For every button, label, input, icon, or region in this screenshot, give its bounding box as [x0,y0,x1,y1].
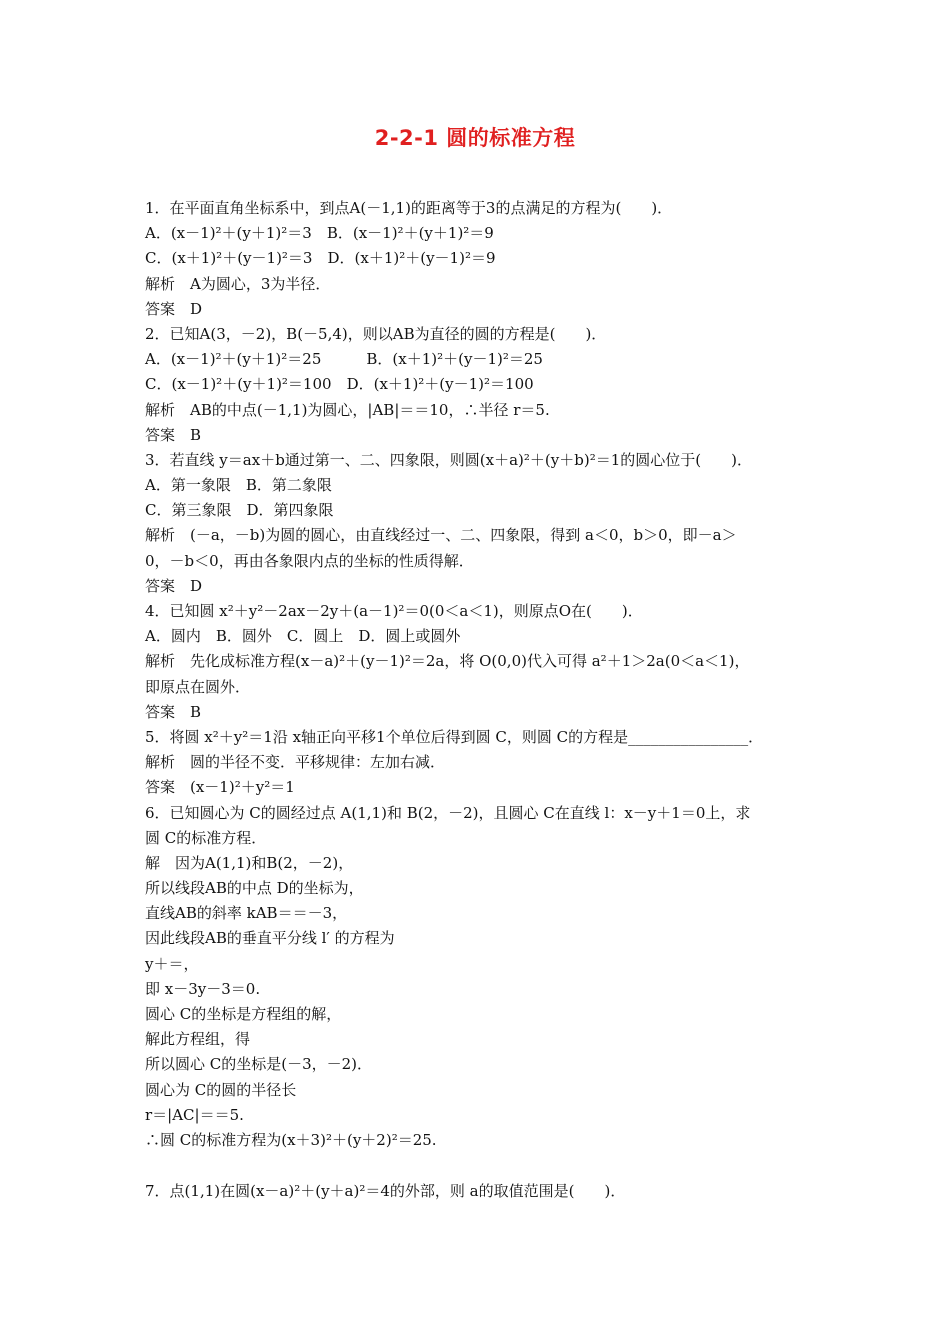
text-line: 即 x－3y－3＝0. [145,979,261,998]
text-line: 解析 A为圆心，3为半径． [145,274,331,293]
text-line: 6．已知圆心为 C的圆经过点 A(1,1)和 B(2，－2)，且圆心 C在直线 l：x－y＋1＝0上，求 [145,803,751,822]
text-line: 圆心 C的坐标是方程组的解， [145,1005,342,1023]
text-line: A．第一象限 B．第二象限 [145,476,332,495]
text-line: 答案 B [145,425,202,444]
paragraph-gap [145,1153,825,1179]
text-line: 7．点(1,1)在圆(x－a)²＋(y＋a)²＝4的外部，则 a的取值范围是( )． [145,1182,626,1201]
text-line: 解此方程组，得 [145,1030,251,1049]
text-line: 2．已知A(3，－2)，B(－5,4)，则以AB为直径的圆的方程是( )． [145,324,607,343]
text-line: 0，－b＜0，再由各象限内点的坐标的性质得解． [145,551,474,570]
text-line: A．(x－1)²＋(y＋1)²＝3 B．(x－1)²＋(y＋1)²＝9 [145,224,494,243]
text-line: 1．在平面直角坐标系中，到点A(－1,1)的距离等于3的点满足的方程为( )． [145,199,673,217]
text-line: C．第三象限 D．第四象限 [145,501,334,520]
text-line: 解析 圆的半径不变．平移规律：左加右减． [145,753,446,772]
text-line: 解析 (－a，－b)为圆的圆心，由直线经过一、二、四象限，得到 a＜0，b＞0，即－a＞ [145,526,737,545]
text-line: C．(x＋1)²＋(y－1)²＝3 D．(x＋1)²＋(y－1)²＝9 [145,249,496,268]
text-line: 即原点在圆外． [145,677,251,696]
page-title: 2-2-1 圆的标准方程 [374,126,576,150]
text-line: 3．若直线 y＝ax＋b通过第一、二、四象限，则圆(x＋a)²＋(y＋b)²＝1的圆心位于( )． [145,450,752,469]
text-line: 答案 D [145,299,203,318]
document-body [145,196,825,1204]
text-line: A．(x－1)²＋(y＋1)²＝25 B．(x＋1)²＋(y－1)²＝25 [145,350,543,369]
text-line: 答案 D [145,576,203,595]
text-line: 答案 (x－1)²＋y²＝1 [145,778,295,797]
text-line: 圆 C的标准方程． [145,828,267,847]
text-line: ∴圆 C的标准方程为(x＋3)²＋(y＋2)²＝25. [145,1130,437,1149]
text-line: 4．已知圆 x²＋y²－2ax－2y＋(a－1)²＝0(0＜a＜1)，则原点O在( )． [145,602,643,620]
text-line: r＝|AC|＝＝5. [145,1105,244,1124]
text-line: y＋＝， [145,954,199,973]
text-line: 所以圆心 C的坐标是(－3，－2)． [145,1055,373,1074]
text-line: 5．将圆 x²＋y²＝1沿 x轴正向平移1个单位后得到圆 C，则圆 C的方程是________________． [145,727,764,746]
text-line: 所以线段AB的中点 D的坐标为， [145,879,364,898]
text-line: 解析 先化成标准方程(x－a)²＋(y－1)²＝2a，将 O(0,0)代入可得 a²＋1＞2a(0＜a＜1)， [145,652,750,671]
text-line: 答案 B [145,702,202,721]
text-line: 解 因为A(1,1)和B(2，－2)， [145,853,354,872]
text-line: 因此线段AB的垂直平分线 l′ 的方程为 [145,929,395,948]
text-line: A．圆内 B．圆外 C．圆上 D．圆上或圆外 [145,627,461,646]
text-line: 圆心为 C的圆的半径长 [145,1080,297,1099]
text-line: 直线AB的斜率 kAB＝＝－3， [145,904,348,923]
text-line: 解析 AB的中点(－1,1)为圆心，|AB|＝＝10，∴半径 r＝5. [145,400,550,419]
text-line: C．(x－1)²＋(y＋1)²＝100 D．(x＋1)²＋(y－1)²＝100 [145,375,534,394]
